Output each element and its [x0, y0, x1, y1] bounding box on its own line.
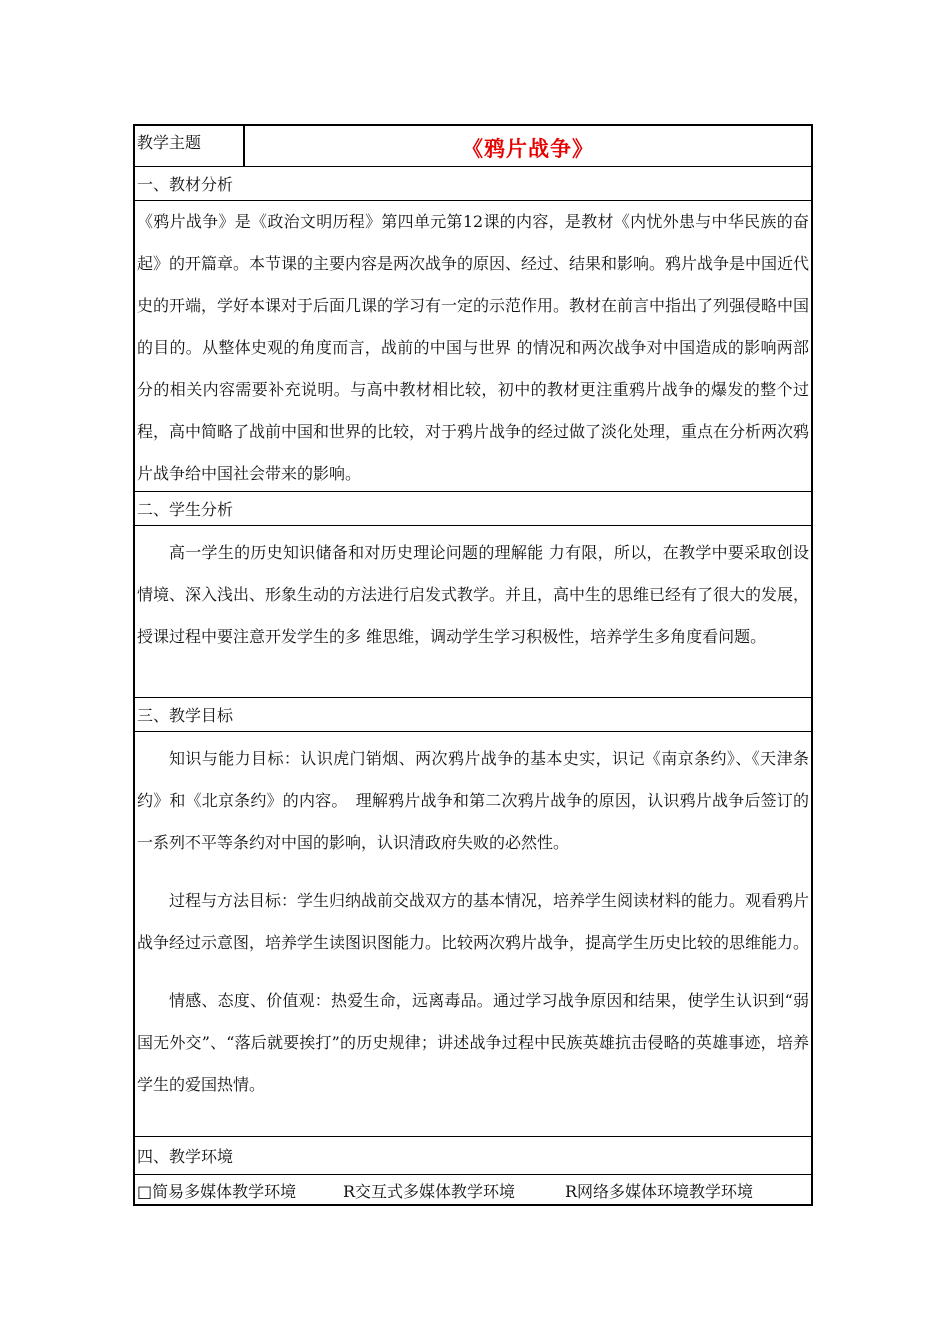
- title-row: [135, 126, 811, 166]
- topic-label: 教学主题: [135, 126, 245, 166]
- objective-emotion: 情感、态度、价值观：热爱生命，远离毒品。通过学习战争原因和结果，使学生认识到“弱国无外交”、“落后就要挨打”的历史规律；讲述战争过程中民族英雄抗击侵略的英雄事迹，培养学生的爱国热情。: [137, 991, 809, 1094]
- env-option-simple[interactable]: □简易多媒体教学环境: [137, 1182, 297, 1201]
- environment-options: [135, 1174, 811, 1204]
- section-heading-students: 二、学生分析: [135, 491, 811, 525]
- env-option-interactive[interactable]: R交互式多媒体教学环境: [343, 1182, 516, 1201]
- lesson-plan-table: [133, 124, 813, 1206]
- objective-process: 过程与方法目标：学生归纳战前交战双方的基本情况，培养学生阅读材料的能力。观看鸦片战争经过示意图，培养学生读图识图能力。比较两次鸦片战争，提高学生历史比较的思维能力。: [137, 891, 810, 952]
- textbook-analysis-text: 《鸦片战争》是《政治文明历程》第四单元第12课的内容，是教材《内忧外患与中华民族的奋起》的开篇章。本节课的主要内容是两次战争的原因、经过、结果和影响。鸦片战争是中国近代史的开端，学好本课对于后面几课的学习有一定的示范作用。教材在前言中指出了列强侵略中国的目的。从整体史观的角度而言，战前的中国与世界 的情况和两次战争对中国造成的影响两部分的相关内容需要补充说明。与高中教材相比较，初中的教材更注重鸦片战争的爆发的整个过程，高中简略了战前中国和世界的比较，对于鸦片战争的经过做了淡化处理，重点在分析两次鸦片战争给中国社会带来的影响。: [137, 212, 810, 483]
- section-heading-objectives: 三、教学目标: [135, 697, 811, 731]
- lesson-title: 《鸦片战争》: [462, 136, 594, 161]
- env-option-network[interactable]: R网络多媒体环境教学环境: [565, 1182, 754, 1201]
- section-body-textbook: [135, 200, 811, 491]
- objective-knowledge: 知识与能力目标：认识虎门销烟、两次鸦片战争的基本史实，识记《南京条约》、《天津条约》和《北京条约》的内容。 理解鸦片战争和第二次鸦片战争的原因，认识鸦片战争后签订的一系列不平等条约对中国的影响，认识清政府失败的必然性。: [137, 749, 809, 852]
- student-analysis-text: 高一学生的历史知识储备和对历史理论问题的理解能 力有限，所以，在教学中要采取创设情境、深入浅出、形象生动的方法进行启发式教学。并且，高中生的思维已经有了很大的发展，授课过程中要注意开发学生的多 维思维，调动学生学习积极性，培养学生多角度看问题。: [137, 543, 810, 646]
- section-heading-textbook: 一、教材分析: [135, 166, 811, 200]
- section-body-students: [135, 525, 811, 697]
- section-heading-environment: 四、教学环境: [135, 1136, 811, 1174]
- section-body-objectives: [135, 731, 811, 1136]
